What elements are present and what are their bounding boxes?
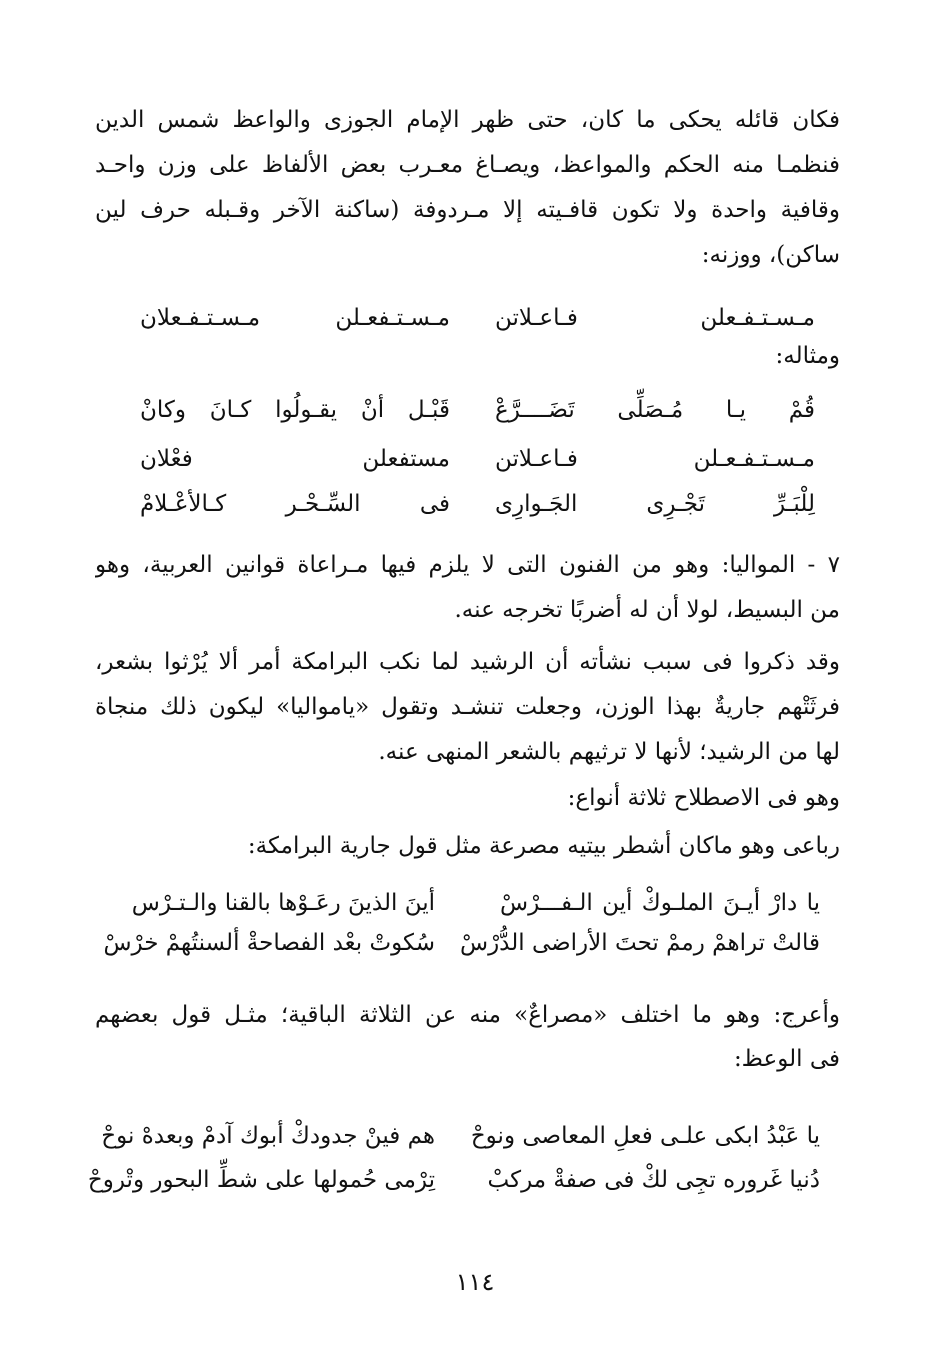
meter-right-hemistich: مـسـتـفـعلن فـاعـلاتن: [495, 305, 815, 331]
page-number: ١١٤: [455, 1268, 495, 1296]
verse-right-hemistich: لِلْبَـرِّ تَجْـرِى الجَـوارِى: [495, 491, 815, 517]
verse-right-hemistich: دُنيا غَروره تجِى لكْ فى صفةْ مركبْ: [487, 1167, 820, 1193]
verse-row: [87, 1162, 840, 1200]
verse-row: [95, 1118, 840, 1156]
meter-left-hemistich: مـسـتـفعـلن مـسـتـفـعلان: [140, 305, 450, 331]
para1-line-3: وقافية واحدة ولا تكون قافـيته إلا مـردوفة (ساكنة الآخر وقـبله حرف لين: [95, 197, 840, 223]
para4: وهو فى الاصطلاح ثلاثة أنواع:: [567, 785, 840, 811]
verse-row: [95, 486, 840, 524]
verse-left-hemistich: مستفعلن فعْلان: [140, 446, 450, 472]
para3-line-1: وقد ذكروا فى سبب نشأته أن الرشيد لما نكب البرامكة أمر ألا يُرْثوا بشعر،: [95, 649, 840, 675]
verse-right-hemistich: يا عَبْدُ ابكى علـى فعلِ المعاصى ونوحْ: [470, 1123, 820, 1149]
verse-row: [95, 392, 840, 430]
verse-left-hemistich: أينَ الذينَ رعَـوْها بالقنا والـتـرْس: [131, 890, 435, 916]
para1-line-1: فكان قائله يحكى ما كان، حتى ظهر الإمام الجوزى والواعظ شمس الدين: [95, 107, 840, 133]
para6-line-1: وأعرج: وهو ما اختلف «مصراعٌ» منه عن الثلاثة الباقية؛ مثـل قول بعضهم: [95, 1002, 840, 1028]
meter-row: [95, 300, 840, 338]
para3-line-3: لها من الرشيد؛ لأنها لا ترثيهم بالشعر المنهى عنه.: [378, 739, 840, 765]
verse-right-hemistich: مـسـتـفـعـلن فـاعـلاتن: [495, 446, 815, 472]
verse-right-hemistich: يا دارْ أيـنَ الملـوكْ أين الـفـــرْسْ: [500, 890, 820, 916]
verse-left-hemistich: فى السِّـحْـر كـالأعْـلامْ: [140, 491, 450, 517]
verse-left-hemistich: هم فينْ جدودكْ أبوك آدمْ وبعدهْ نوحْ: [101, 1123, 435, 1149]
verse-right-hemistich: قُمْ يـا مُـصَلِّى تَضَــــرَّعْ: [495, 397, 815, 423]
para6-line-2: فى الوعظ:: [733, 1046, 840, 1072]
verse-row: [95, 885, 840, 923]
verse-right-hemistich: قالتْ تراهمْ رممْ تحتَ الأراضى الدُّرْسْ: [460, 930, 820, 956]
verse-row: [95, 441, 840, 479]
para3-line-2: فرثَتْهم جاريةٌ بهذا الوزن، وجعلت تنشـد وتقول «يامواليا» ليكون ذلك منجاة: [95, 694, 840, 720]
para2-line-1: ٧ - المواليا: وهو من الفنون التى لا يلزم فيها مـراعاة قوانين العربية، وهو: [95, 552, 840, 578]
para5: رباعى وهو ماكان أشطر بيتيه مصرعة مثل قول جارية البرامكة:: [247, 833, 840, 859]
para1-line-4: ساكن)، ووزنه:: [701, 242, 840, 268]
verse-row: [95, 925, 840, 963]
verse-left-hemistich: تِرْمى حُمولها على شطِّ البحور وتْروحْ: [87, 1167, 435, 1193]
para2-line-2: من البسيط، لولا أن له أضربًا تخرجه عنه.: [454, 597, 840, 623]
verse-left-hemistich: قَبْـل أنْ يقـولُوا كـانَ وكانْ: [140, 397, 450, 423]
para1-line-2: فنظمـا منه الحكم والمواعظ، ويصـاغ معـرب بعض الألفاظ على وزن واحـد: [95, 152, 840, 178]
verse-left-hemistich: سُكوتْ بعْد الفصاحةْ ألسنتُهمْ خرْسْ: [103, 930, 435, 956]
example-label: ومثاله:: [775, 343, 840, 369]
